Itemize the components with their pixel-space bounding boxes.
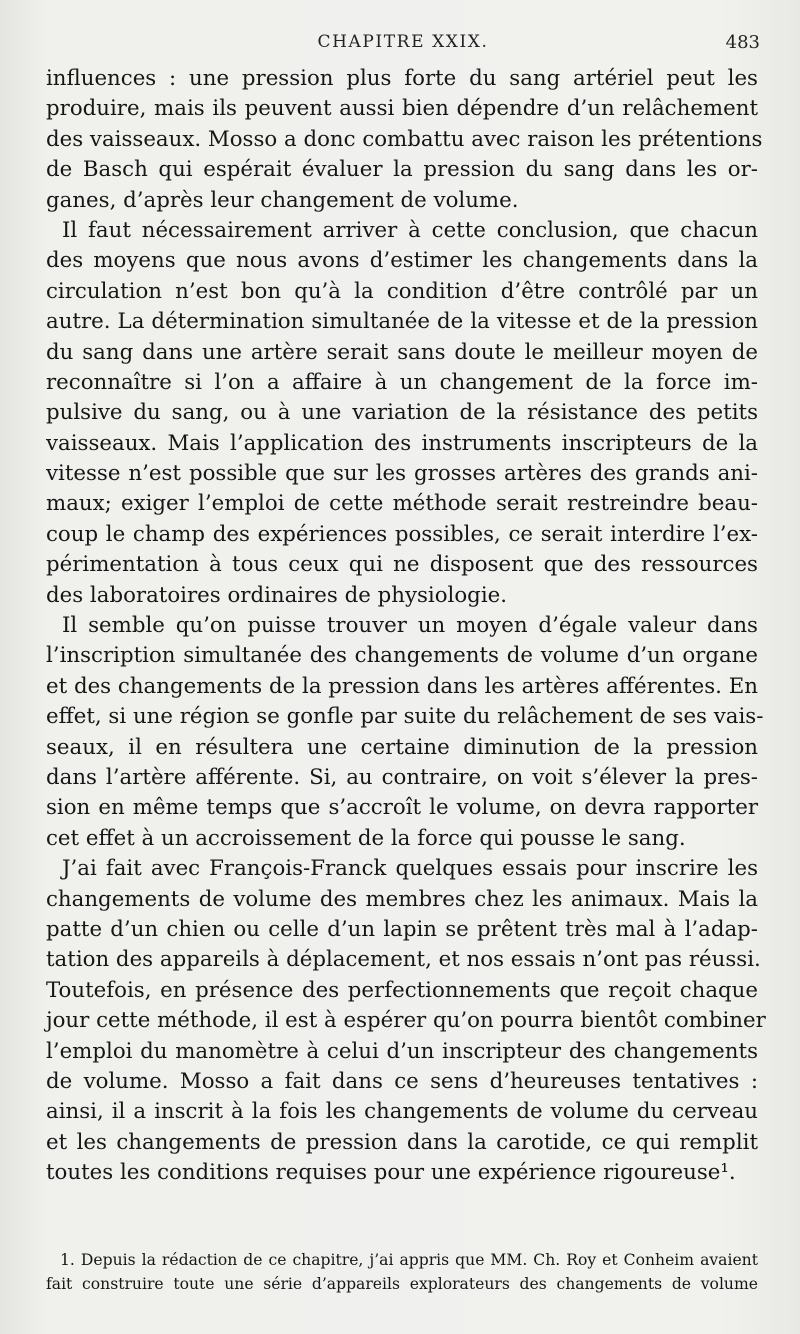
text-line: vitesse n’est possible que sur les grosses artères des grands ani- xyxy=(46,461,758,487)
text-line: périmentation à tous ceux qui ne disposent que des ressources xyxy=(46,552,758,578)
text-line: des vaisseaux. Mosso a donc combattu avec raison les prétentions xyxy=(46,126,763,152)
text-line: pulsive du sang, ou à une variation de la résistance des petits xyxy=(46,400,758,426)
body-text xyxy=(46,64,766,1188)
text-line: vaisseaux. Mais l’application des instruments inscripteurs de la xyxy=(46,430,758,456)
text-line: Il faut nécessairement arriver à cette conclusion, que chacun xyxy=(62,217,758,243)
text-line: tation des appareils à déplacement, et nos essais n’ont pas réussi. xyxy=(46,947,761,973)
text-line: Toutefois, en présence des perfectionnements que reçoit chaque xyxy=(46,977,758,1003)
paragraph xyxy=(46,611,764,854)
text-line: changements de volume des membres chez les animaux. Mais la xyxy=(46,886,758,912)
footnote xyxy=(46,1248,758,1296)
paragraph xyxy=(46,854,766,1188)
text-line: circulation n’est bon qu’à la condition d’être contrôlé par un xyxy=(46,278,758,304)
text-line: coup le champ des expériences possibles, ce serait interdire l’ex- xyxy=(46,521,758,547)
footnote-line: fait construire toute une série d’appareils explorateurs des changements de volume xyxy=(46,1275,758,1293)
text-line: autre. La détermination simultanée de la vitesse et de la pression xyxy=(46,309,758,335)
footnote-line: 1. Depuis la rédaction de ce chapitre, j’ai appris que MM. Ch. Roy et Conheim avaient xyxy=(60,1251,758,1269)
text-line: des moyens que nous avons d’estimer les changements dans la xyxy=(46,248,758,274)
text-line: des laboratoires ordinaires de physiologie. xyxy=(46,582,508,608)
text-line: et les changements de pression dans la carotide, ce qui remplit xyxy=(46,1129,758,1155)
text-line: ainsi, il a inscrit à la fois les changements de volume du cerveau xyxy=(46,1099,758,1125)
running-head: CHAPITRE XXIX. xyxy=(317,32,489,52)
text-line: reconnaître si l’on a affaire à un changement de la force im- xyxy=(46,369,758,395)
text-line: influences : une pression plus forte du sang artériel peut les xyxy=(46,66,758,91)
text-line: du sang dans une artère serait sans doute le meilleur moyen de xyxy=(46,339,758,365)
text-line: l’emploi du manomètre à celui d’un inscripteur des changements xyxy=(46,1038,758,1064)
page-header xyxy=(46,32,760,58)
text-line: produire, mais ils peuvent aussi bien dépendre d’un relâchement xyxy=(46,96,758,122)
page-number: 483 xyxy=(725,32,760,53)
text-line: maux; exiger l’emploi de cette méthode serait restreindre beau- xyxy=(46,491,758,517)
text-line: de volume. Mosso a fait dans ce sens d’heureuses tentatives : xyxy=(46,1068,758,1094)
text-line: patte d’un chien ou celle d’un lapin se prêtent très mal à l’adap- xyxy=(46,916,758,942)
text-line: et des changements de la pression dans les artères afférentes. En xyxy=(46,673,758,699)
text-line: toutes les conditions requises pour une expérience rigoureuse¹. xyxy=(46,1160,736,1186)
text-line: seaux, il en résultera une certaine diminution de la pression xyxy=(46,734,758,760)
text-line: dans l’artère afférente. Si, au contraire, on voit s’élever la pres- xyxy=(46,764,758,790)
text-line: de Basch qui espérait évaluer la pression du sang dans les or- xyxy=(46,157,758,183)
text-line: jour cette méthode, il est à espérer qu’on pourra bientôt combiner xyxy=(46,1008,766,1034)
paragraph xyxy=(46,216,758,611)
text-line: J’ai fait avec François-Franck quelques essais pour inscrire les xyxy=(62,856,758,882)
text-line: Il semble qu’on puisse trouver un moyen d’égale valeur dans xyxy=(62,613,758,639)
text-line: effet, si une région se gonfle par suite du relâchement de ses vais- xyxy=(46,704,764,730)
text-line: ganes, d’après leur changement de volume. xyxy=(46,187,519,213)
text-line: l’inscription simultanée des changements de volume d’un organe xyxy=(46,643,758,669)
paragraph xyxy=(46,64,763,216)
text-line: sion en même temps que s’accroît le volume, on devra rapporter xyxy=(46,795,758,821)
text-line: cet effet à un accroissement de la force qui pousse le sang. xyxy=(46,825,686,851)
